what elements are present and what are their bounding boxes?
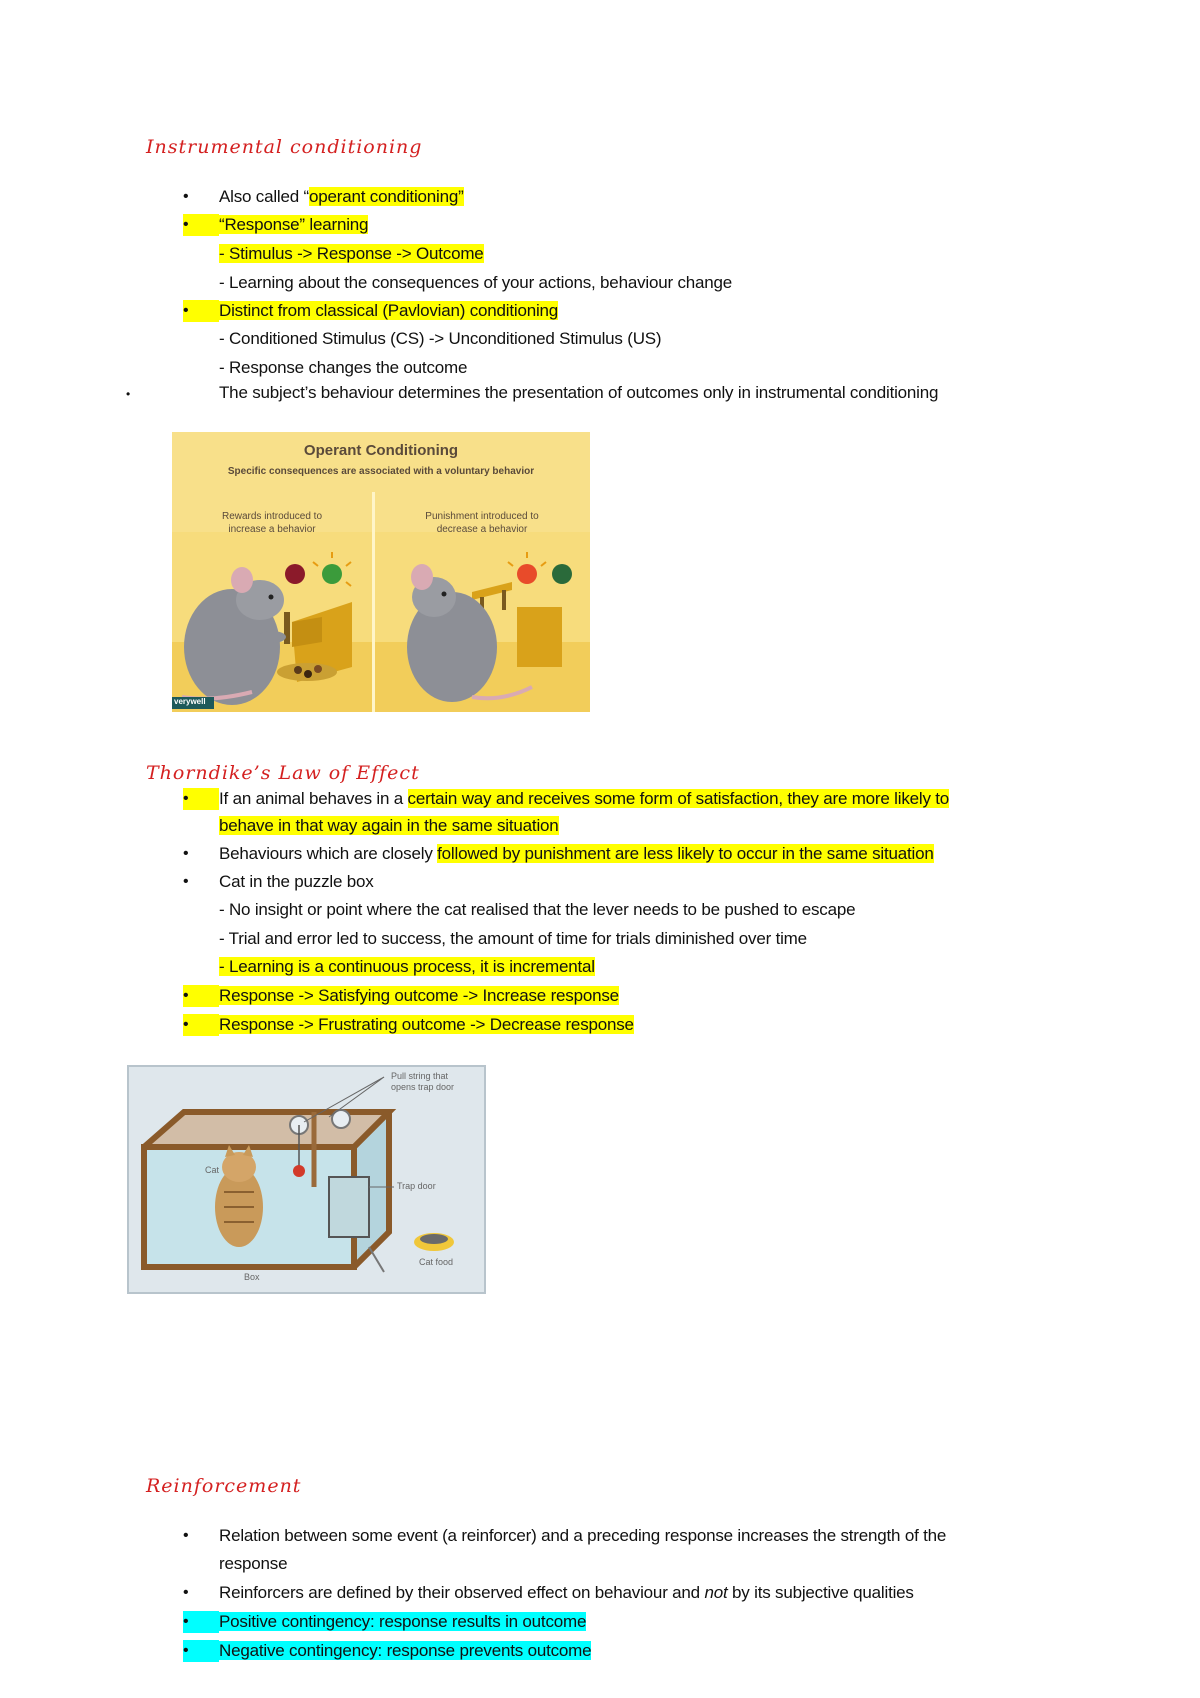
bullet-marker: • — [126, 387, 131, 401]
sub-item — [219, 956, 595, 978]
highlighted-text: Negative contingency: response prevents outcome — [219, 1641, 592, 1660]
heading-reinforcement: Reinforcement — [146, 1475, 302, 1497]
caption-line: increase a behavior — [228, 524, 316, 535]
list-item: Cat in the puzzle box — [219, 872, 374, 891]
bullet-marker: • — [183, 214, 219, 236]
sub-item: - Learning about the consequences of your actions, behaviour change — [219, 273, 733, 292]
item-text: by its subjective qualities — [727, 1583, 914, 1602]
highlighted-text: Distinct from classical (Pavlovian) conditioning — [219, 301, 559, 320]
highlighted-text: “Response” learning — [219, 215, 369, 234]
bullet-marker: • — [183, 873, 189, 890]
item-text: If an animal behaves in a — [219, 789, 408, 808]
caption-line: Punishment introduced to — [425, 511, 539, 522]
heading-thorndike-law: Thorndike’s Law of Effect — [146, 762, 420, 784]
bullet-marker: • — [183, 845, 189, 862]
label-line: Pull string that — [391, 1071, 449, 1081]
caption-line: Rewards introduced to — [221, 511, 323, 522]
emphasis-text: not — [704, 1583, 728, 1602]
list-item — [219, 1582, 914, 1604]
box-label: Box — [244, 1272, 260, 1282]
highlighted-text: operant conditioning” — [309, 187, 464, 206]
cat-label: Cat — [205, 1165, 220, 1175]
highlighted-text: followed by punishment are less likely to occur in the same situation — [437, 844, 934, 863]
item-text: Behaviours which are closely — [219, 844, 438, 863]
heading-instrumental-conditioning: Instrumental conditioning — [146, 136, 423, 158]
highlighted-text: Positive contingency: response results in outcome — [219, 1612, 587, 1631]
bullet-marker: • — [183, 1527, 189, 1544]
cat-food-label: Cat food — [419, 1257, 454, 1267]
operant-conditioning-figure — [172, 432, 590, 712]
sub-item: - No insight or point where the cat realised that the lever needs to be pushed to escape — [219, 900, 856, 919]
bullet-marker: • — [183, 300, 219, 322]
bullet-marker: • — [183, 188, 189, 205]
bullet-marker: • — [183, 1014, 219, 1036]
caption-line: decrease a behavior — [436, 524, 528, 535]
list-item: Relation between some event (a reinforcer) and a preceding response increases the strength of the — [219, 1526, 947, 1545]
highlighted-text: - Learning is a continuous process, it is incremental — [219, 957, 595, 976]
sub-item: - Trial and error led to success, the amount of time for trials diminished over time — [219, 929, 807, 948]
list-item — [219, 300, 558, 322]
string-label — [391, 1071, 454, 1093]
sub-item: - Conditioned Stimulus (CS) -> Unconditioned Stimulus (US) — [219, 329, 662, 348]
list-item — [219, 843, 934, 865]
list-item — [219, 1014, 634, 1036]
bullet-marker: • — [183, 1584, 189, 1601]
figure-title: Operant Conditioning — [303, 442, 459, 459]
sub-item: - Response changes the outcome — [219, 358, 468, 377]
bullet-marker: • — [183, 1611, 219, 1633]
item-text: Also called “ — [219, 187, 309, 206]
highlighted-text: certain way and receives some form of satisfaction, they are more likely to — [407, 789, 950, 808]
list-item: The subject’s behaviour determines the presentation of outcomes only in instrumental conditioning — [219, 383, 939, 402]
list-item-continuation: response — [219, 1554, 288, 1573]
bullet-marker: • — [183, 1640, 219, 1662]
punishment-caption — [387, 510, 577, 536]
bullet-marker: • — [183, 985, 219, 1007]
highlighted-text: Response -> Frustrating outcome -> Decrease response — [219, 1015, 634, 1034]
list-item — [219, 214, 368, 236]
highlighted-text: Response -> Satisfying outcome -> Increase response — [219, 986, 619, 1005]
highlighted-text: - Stimulus -> Response -> Outcome — [219, 244, 484, 263]
puzzle-box-figure — [127, 1065, 486, 1294]
list-item — [219, 788, 949, 810]
sub-item — [219, 243, 484, 265]
list-item — [219, 985, 619, 1007]
brand-logo: verywell — [174, 697, 206, 706]
list-item-continuation — [219, 815, 559, 837]
item-text: Reinforcers are defined by their observed effect on behaviour and — [219, 1583, 705, 1602]
list-item — [219, 1640, 591, 1662]
figure-subtitle: Specific consequences are associated with a voluntary behavior — [227, 466, 535, 477]
bullet-marker: • — [183, 788, 219, 810]
list-item — [219, 186, 464, 208]
label-line: opens trap door — [391, 1082, 455, 1092]
reward-caption — [182, 510, 362, 536]
highlighted-text: behave in that way again in the same situation — [219, 816, 559, 835]
list-item — [219, 1611, 586, 1633]
trap-door-label: Trap door — [397, 1181, 436, 1191]
